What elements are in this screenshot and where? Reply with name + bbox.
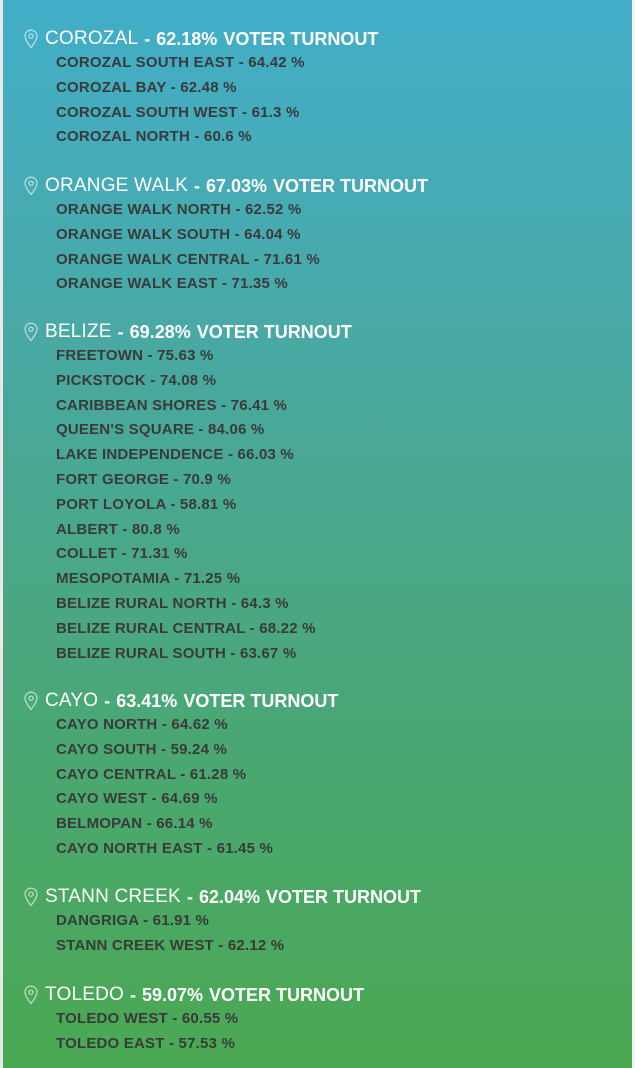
constituency-name: ORANGE WALK EAST: [56, 275, 218, 293]
constituency-turnout: 68.22 %: [259, 619, 316, 637]
separator: -: [157, 716, 172, 733]
constituency-name: FREETOWN: [56, 347, 144, 364]
district-heading: [23, 885, 421, 909]
separator: -: [129, 984, 136, 1005]
turnout-label: VOTER TURNOUT: [209, 984, 365, 1005]
constituency-name: FORT GEORGE: [56, 471, 170, 488]
constituency-name: COROZAL SOUTH EAST: [56, 54, 235, 71]
separator: -: [245, 619, 260, 637]
constituency-row: [56, 766, 246, 783]
constituency-name: COLLET: [56, 545, 118, 563]
district-heading: [23, 27, 378, 51]
separator: -: [186, 886, 193, 907]
separator: -: [175, 765, 190, 783]
constituency-turnout: 64.04 %: [244, 225, 301, 243]
constituency-name: BELIZE RURAL NORTH: [56, 595, 227, 612]
constituency-turnout: 62.12 %: [227, 936, 285, 954]
constituency-turnout: 59.24 %: [170, 740, 228, 758]
turnout-label: VOTER TURNOUT: [196, 321, 352, 342]
separator: -: [117, 321, 124, 342]
constituency-name: ORANGE WALK CENTRAL: [56, 250, 250, 268]
district-turnout: 63.41%: [116, 690, 178, 711]
constituency-name: TOLEDO WEST: [56, 1010, 168, 1027]
separator: -: [142, 815, 157, 833]
constituency-row: [56, 496, 236, 513]
separator: -: [202, 840, 217, 857]
district-heading: [23, 174, 428, 198]
constituency-name: CAYO SOUTH: [56, 740, 157, 758]
constituency-row: [56, 251, 320, 268]
separator: -: [226, 644, 240, 662]
separator: -: [164, 1034, 179, 1052]
constituency-name: BELIZE RURAL SOUTH: [56, 644, 226, 662]
separator: -: [234, 54, 249, 71]
constituency-turnout: 71.25 %: [183, 570, 241, 588]
turnout-label: VOTER TURNOUT: [273, 175, 429, 196]
constituency-row: [56, 1010, 238, 1027]
constituency-name: COROZAL SOUTH WEST: [56, 103, 238, 121]
separator: -: [230, 225, 245, 243]
turnout-label: VOTER TURNOUT: [266, 886, 421, 907]
constituency-turnout: 80.8 %: [131, 520, 180, 538]
constituency-name: PICKSTOCK: [56, 371, 146, 389]
constituency-name: CAYO NORTH: [56, 716, 158, 733]
constituency-row: [56, 201, 301, 218]
constituency-turnout: 60.6 %: [203, 128, 252, 146]
constituency-row: [56, 840, 273, 857]
constituency-row: [56, 912, 209, 929]
constituency-row: [56, 595, 289, 612]
constituency-name: COROZAL BAY: [56, 78, 167, 96]
district-heading: [23, 320, 352, 344]
constituency-row: [56, 104, 300, 121]
constituency-name: BELMOPAN: [56, 815, 143, 833]
separator: -: [147, 790, 162, 808]
constituency-turnout: 62.48 %: [180, 78, 237, 96]
constituency-row: [56, 790, 218, 807]
constituency-turnout: 66.03 %: [237, 446, 294, 464]
district-name: ORANGE WALK: [45, 175, 188, 196]
constituency-turnout: 64.62 %: [171, 716, 228, 733]
map-pin-icon: [23, 985, 39, 1005]
constituency-row: [56, 620, 316, 637]
separator: -: [249, 250, 264, 268]
constituency-turnout: 71.35 %: [231, 275, 288, 293]
constituency-turnout: 61.91 %: [152, 912, 210, 929]
constituency-turnout: 61.28 %: [189, 765, 247, 783]
separator: -: [226, 595, 241, 612]
district-turnout: 62.18%: [156, 28, 218, 49]
constituency-turnout: 71.31 %: [131, 545, 188, 563]
separator: -: [216, 396, 231, 414]
constituency-turnout: 58.81 %: [179, 495, 237, 513]
map-pin-icon: [23, 887, 39, 907]
district-heading: [23, 983, 364, 1007]
constituency-name: STANN CREEK WEST: [56, 936, 214, 954]
voter-turnout-panel: [3, 0, 632, 1068]
separator: -: [138, 912, 153, 929]
map-pin-icon: [23, 322, 39, 342]
constituency-row: [56, 275, 288, 292]
constituency-row: [56, 545, 188, 562]
map-pin-icon: [23, 176, 39, 196]
separator: -: [143, 347, 158, 364]
district-name: BELIZE: [45, 321, 112, 342]
constituency-name: ALBERT: [56, 520, 119, 538]
constituency-turnout: 75.63 %: [157, 347, 214, 364]
constituency-row: [56, 937, 284, 954]
constituency-name: CAYO NORTH EAST: [56, 840, 203, 857]
map-pin-icon: [23, 29, 39, 49]
constituency-turnout: 66.14 %: [156, 815, 213, 833]
separator: -: [104, 690, 111, 711]
separator: -: [189, 128, 204, 146]
separator: -: [231, 201, 245, 218]
separator: -: [169, 471, 183, 488]
separator: -: [223, 446, 238, 464]
constituency-row: [56, 446, 294, 463]
constituency-name: CAYO WEST: [56, 790, 148, 808]
constituency-row: [56, 347, 214, 364]
constituency-name: TOLEDO EAST: [56, 1034, 165, 1052]
constituency-turnout: 71.61 %: [263, 250, 320, 268]
constituency-row: [56, 815, 213, 832]
separator: -: [167, 1010, 182, 1027]
constituency-row: [56, 570, 240, 587]
constituency-name: CARIBBEAN SHORES: [56, 396, 217, 414]
constituency-turnout: 64.69 %: [161, 790, 218, 808]
constituency-row: [56, 645, 296, 662]
constituency-name: LAKE INDEPENDENCE: [56, 446, 224, 464]
map-pin-icon: [23, 691, 39, 711]
separator: -: [117, 545, 132, 563]
separator: -: [237, 103, 252, 121]
constituency-turnout: 64.3 %: [240, 595, 289, 612]
district-name: CAYO: [45, 690, 99, 711]
constituency-row: [56, 741, 227, 758]
district-turnout: 62.04%: [198, 886, 260, 907]
separator: -: [118, 520, 132, 538]
turnout-label: VOTER TURNOUT: [223, 28, 379, 49]
constituency-name: COROZAL NORTH: [56, 128, 190, 146]
constituency-name: BELIZE RURAL CENTRAL: [56, 619, 246, 637]
constituency-turnout: 64.42 %: [248, 54, 305, 71]
constituency-name: ORANGE WALK SOUTH: [56, 225, 231, 243]
constituency-turnout: 76.41 %: [230, 396, 288, 414]
separator: -: [169, 570, 184, 588]
separator: -: [194, 421, 208, 439]
constituency-name: CAYO CENTRAL: [56, 765, 176, 783]
constituency-name: ORANGE WALK NORTH: [56, 201, 232, 218]
separator: -: [217, 275, 232, 293]
district-heading: [23, 689, 338, 713]
constituency-turnout: 74.08 %: [159, 371, 217, 389]
turnout-label: VOTER TURNOUT: [183, 690, 339, 711]
constituency-name: MESOPOTAMIA: [56, 570, 170, 588]
separator: -: [166, 78, 181, 96]
constituency-turnout: 63.67 %: [239, 644, 297, 662]
constituency-name: QUEEN'S SQUARE: [56, 421, 195, 439]
district-name: COROZAL: [45, 28, 139, 49]
constituency-turnout: 57.53 %: [178, 1034, 235, 1052]
constituency-row: [56, 79, 237, 96]
separator: -: [213, 936, 228, 954]
separator: -: [193, 175, 200, 196]
constituency-turnout: 84.06 %: [208, 421, 265, 439]
constituency-row: [56, 372, 216, 389]
district-turnout: 59.07%: [141, 984, 204, 1005]
constituency-turnout: 60.55 %: [181, 1010, 239, 1027]
separator: -: [145, 371, 160, 389]
district-turnout: 69.28%: [129, 321, 191, 342]
constituency-row: [56, 54, 305, 71]
constituency-row: [56, 397, 287, 414]
separator: -: [156, 740, 171, 758]
constituency-row: [56, 128, 252, 145]
separator: -: [144, 28, 151, 49]
constituency-row: [56, 716, 228, 733]
district-name: TOLEDO: [45, 984, 124, 1005]
constituency-turnout: 70.9 %: [182, 471, 231, 488]
constituency-name: PORT LOYOLA: [56, 495, 166, 513]
district-name: STANN CREEK: [45, 886, 181, 907]
constituency-name: DANGRIGA: [56, 912, 139, 929]
constituency-row: [56, 421, 264, 438]
constituency-row: [56, 521, 180, 538]
constituency-turnout: 61.45 %: [216, 840, 274, 857]
district-turnout: 67.03%: [205, 175, 268, 196]
constituency-turnout: 62.52 %: [245, 201, 302, 218]
constituency-turnout: 61.3 %: [251, 103, 300, 121]
separator: -: [165, 495, 180, 513]
constituency-row: [56, 471, 231, 488]
constituency-row: [56, 1035, 235, 1052]
constituency-row: [56, 226, 301, 243]
